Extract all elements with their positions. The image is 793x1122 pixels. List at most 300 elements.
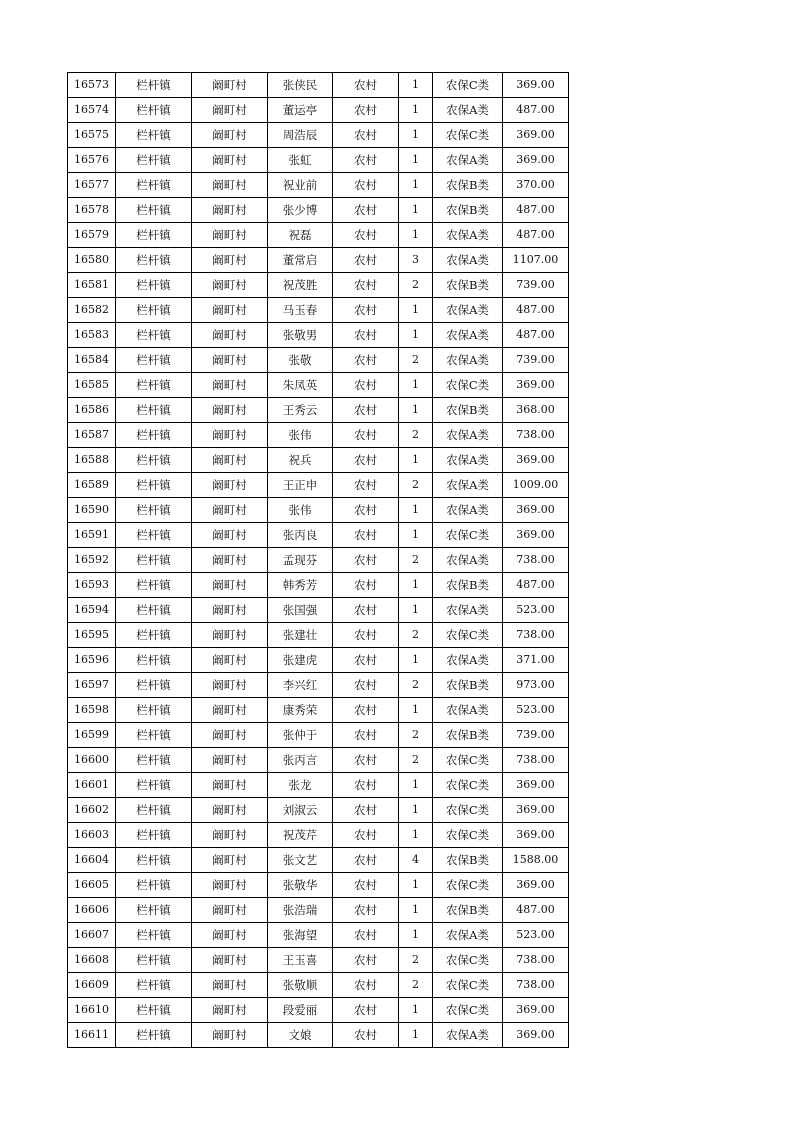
village-cell: 阚町村 <box>192 773 268 798</box>
town-cell: 栏杆镇 <box>116 673 192 698</box>
category-cell: 农保B类 <box>433 898 503 923</box>
serial-cell: 16581 <box>68 273 116 298</box>
table-row <box>68 698 569 723</box>
category-cell: 农保A类 <box>433 473 503 498</box>
amount-cell: 369.00 <box>503 823 569 848</box>
area-type-cell: 农村 <box>333 998 399 1023</box>
area-type-cell: 农村 <box>333 148 399 173</box>
serial-cell: 16607 <box>68 923 116 948</box>
amount-cell: 369.00 <box>503 73 569 98</box>
serial-cell: 16606 <box>68 898 116 923</box>
village-cell: 阚町村 <box>192 73 268 98</box>
area-type-cell: 农村 <box>333 198 399 223</box>
name-cell: 张国强 <box>268 598 333 623</box>
category-cell: 农保A类 <box>433 498 503 523</box>
amount-cell: 487.00 <box>503 198 569 223</box>
amount-cell: 369.00 <box>503 373 569 398</box>
name-cell: 张敬 <box>268 348 333 373</box>
category-cell: 农保C类 <box>433 123 503 148</box>
household-count-cell: 1 <box>399 823 433 848</box>
area-type-cell: 农村 <box>333 698 399 723</box>
table-row <box>68 623 569 648</box>
serial-cell: 16584 <box>68 348 116 373</box>
town-cell: 栏杆镇 <box>116 723 192 748</box>
table-row <box>68 473 569 498</box>
serial-cell: 16578 <box>68 198 116 223</box>
name-cell: 孟现芬 <box>268 548 333 573</box>
area-type-cell: 农村 <box>333 798 399 823</box>
town-cell: 栏杆镇 <box>116 248 192 273</box>
serial-cell: 16577 <box>68 173 116 198</box>
household-count-cell: 3 <box>399 248 433 273</box>
table-row <box>68 1023 569 1048</box>
household-count-cell: 1 <box>399 173 433 198</box>
name-cell: 张伟 <box>268 498 333 523</box>
town-cell: 栏杆镇 <box>116 823 192 848</box>
village-cell: 阚町村 <box>192 948 268 973</box>
table-row <box>68 448 569 473</box>
name-cell: 王正申 <box>268 473 333 498</box>
table-row <box>68 923 569 948</box>
village-cell: 阚町村 <box>192 273 268 298</box>
town-cell: 栏杆镇 <box>116 923 192 948</box>
serial-cell: 16598 <box>68 698 116 723</box>
area-type-cell: 农村 <box>333 648 399 673</box>
serial-cell: 16600 <box>68 748 116 773</box>
village-cell: 阚町村 <box>192 173 268 198</box>
table-row <box>68 948 569 973</box>
name-cell: 朱凤英 <box>268 373 333 398</box>
amount-cell: 369.00 <box>503 998 569 1023</box>
household-count-cell: 2 <box>399 673 433 698</box>
name-cell: 张侠民 <box>268 73 333 98</box>
town-cell: 栏杆镇 <box>116 123 192 148</box>
name-cell: 张少博 <box>268 198 333 223</box>
town-cell: 栏杆镇 <box>116 373 192 398</box>
serial-cell: 16597 <box>68 673 116 698</box>
amount-cell: 369.00 <box>503 1023 569 1048</box>
area-type-cell: 农村 <box>333 298 399 323</box>
category-cell: 农保C类 <box>433 823 503 848</box>
name-cell: 李兴红 <box>268 673 333 698</box>
household-count-cell: 1 <box>399 648 433 673</box>
town-cell: 栏杆镇 <box>116 623 192 648</box>
area-type-cell: 农村 <box>333 598 399 623</box>
table-row <box>68 498 569 523</box>
area-type-cell: 农村 <box>333 173 399 198</box>
table-row <box>68 848 569 873</box>
name-cell: 王秀云 <box>268 398 333 423</box>
town-cell: 栏杆镇 <box>116 698 192 723</box>
serial-cell: 16601 <box>68 773 116 798</box>
category-cell: 农保A类 <box>433 248 503 273</box>
name-cell: 周浩辰 <box>268 123 333 148</box>
category-cell: 农保C类 <box>433 523 503 548</box>
amount-cell: 738.00 <box>503 748 569 773</box>
household-count-cell: 1 <box>399 373 433 398</box>
serial-cell: 16596 <box>68 648 116 673</box>
table-row <box>68 523 569 548</box>
household-count-cell: 1 <box>399 798 433 823</box>
area-type-cell: 农村 <box>333 973 399 998</box>
village-cell: 阚町村 <box>192 723 268 748</box>
name-cell: 张建壮 <box>268 623 333 648</box>
table-row <box>68 248 569 273</box>
town-cell: 栏杆镇 <box>116 523 192 548</box>
household-count-cell: 1 <box>399 123 433 148</box>
village-cell: 阚町村 <box>192 373 268 398</box>
category-cell: 农保C类 <box>433 998 503 1023</box>
table-row <box>68 798 569 823</box>
name-cell: 文娘 <box>268 1023 333 1048</box>
serial-cell: 16580 <box>68 248 116 273</box>
serial-cell: 16585 <box>68 373 116 398</box>
amount-cell: 371.00 <box>503 648 569 673</box>
village-cell: 阚町村 <box>192 873 268 898</box>
category-cell: 农保A类 <box>433 323 503 348</box>
table-row <box>68 548 569 573</box>
table-row <box>68 773 569 798</box>
amount-cell: 369.00 <box>503 498 569 523</box>
name-cell: 董常启 <box>268 248 333 273</box>
village-cell: 阚町村 <box>192 598 268 623</box>
amount-cell: 487.00 <box>503 898 569 923</box>
town-cell: 栏杆镇 <box>116 573 192 598</box>
household-count-cell: 2 <box>399 348 433 373</box>
village-cell: 阚町村 <box>192 898 268 923</box>
village-cell: 阚町村 <box>192 998 268 1023</box>
amount-cell: 523.00 <box>503 923 569 948</box>
name-cell: 张敬顺 <box>268 973 333 998</box>
area-type-cell: 农村 <box>333 873 399 898</box>
household-count-cell: 1 <box>399 998 433 1023</box>
household-count-cell: 1 <box>399 498 433 523</box>
serial-cell: 16574 <box>68 98 116 123</box>
town-cell: 栏杆镇 <box>116 548 192 573</box>
category-cell: 农保B类 <box>433 173 503 198</box>
serial-cell: 16592 <box>68 548 116 573</box>
amount-cell: 368.00 <box>503 398 569 423</box>
name-cell: 张丙良 <box>268 523 333 548</box>
table-row <box>68 173 569 198</box>
household-count-cell: 1 <box>399 698 433 723</box>
category-cell: 农保C类 <box>433 973 503 998</box>
serial-cell: 16583 <box>68 323 116 348</box>
area-type-cell: 农村 <box>333 98 399 123</box>
category-cell: 农保B类 <box>433 198 503 223</box>
name-cell: 董运亭 <box>268 98 333 123</box>
table-row <box>68 648 569 673</box>
household-count-cell: 1 <box>399 573 433 598</box>
category-cell: 农保B类 <box>433 398 503 423</box>
serial-cell: 16575 <box>68 123 116 148</box>
town-cell: 栏杆镇 <box>116 273 192 298</box>
village-cell: 阚町村 <box>192 1023 268 1048</box>
category-cell: 农保A类 <box>433 298 503 323</box>
category-cell: 农保B类 <box>433 848 503 873</box>
household-count-cell: 1 <box>399 448 433 473</box>
relief-table <box>67 72 569 1048</box>
serial-cell: 16582 <box>68 298 116 323</box>
town-cell: 栏杆镇 <box>116 448 192 473</box>
name-cell: 张浩瑞 <box>268 898 333 923</box>
amount-cell: 369.00 <box>503 773 569 798</box>
category-cell: 农保B类 <box>433 723 503 748</box>
area-type-cell: 农村 <box>333 673 399 698</box>
village-cell: 阚町村 <box>192 398 268 423</box>
town-cell: 栏杆镇 <box>116 73 192 98</box>
category-cell: 农保A类 <box>433 598 503 623</box>
category-cell: 农保A类 <box>433 448 503 473</box>
amount-cell: 487.00 <box>503 573 569 598</box>
amount-cell: 369.00 <box>503 148 569 173</box>
area-type-cell: 农村 <box>333 548 399 573</box>
name-cell: 张虹 <box>268 148 333 173</box>
serial-cell: 16586 <box>68 398 116 423</box>
table-row <box>68 873 569 898</box>
serial-cell: 16603 <box>68 823 116 848</box>
name-cell: 祝兵 <box>268 448 333 473</box>
name-cell: 张仲于 <box>268 723 333 748</box>
village-cell: 阚町村 <box>192 448 268 473</box>
name-cell: 马玉春 <box>268 298 333 323</box>
village-cell: 阚町村 <box>192 198 268 223</box>
household-count-cell: 1 <box>399 598 433 623</box>
table-row <box>68 223 569 248</box>
category-cell: 农保C类 <box>433 948 503 973</box>
village-cell: 阚町村 <box>192 673 268 698</box>
village-cell: 阚町村 <box>192 148 268 173</box>
table-row <box>68 973 569 998</box>
amount-cell: 738.00 <box>503 948 569 973</box>
household-count-cell: 1 <box>399 298 433 323</box>
amount-cell: 739.00 <box>503 348 569 373</box>
amount-cell: 369.00 <box>503 873 569 898</box>
table-row <box>68 148 569 173</box>
amount-cell: 738.00 <box>503 423 569 448</box>
amount-cell: 369.00 <box>503 523 569 548</box>
category-cell: 农保A类 <box>433 423 503 448</box>
area-type-cell: 农村 <box>333 348 399 373</box>
town-cell: 栏杆镇 <box>116 298 192 323</box>
household-count-cell: 2 <box>399 623 433 648</box>
town-cell: 栏杆镇 <box>116 748 192 773</box>
household-count-cell: 1 <box>399 523 433 548</box>
area-type-cell: 农村 <box>333 448 399 473</box>
area-type-cell: 农村 <box>333 423 399 448</box>
category-cell: 农保A类 <box>433 223 503 248</box>
table-row <box>68 823 569 848</box>
category-cell: 农保A类 <box>433 1023 503 1048</box>
area-type-cell: 农村 <box>333 223 399 248</box>
area-type-cell: 农村 <box>333 273 399 298</box>
household-count-cell: 1 <box>399 898 433 923</box>
village-cell: 阚町村 <box>192 923 268 948</box>
household-count-cell: 1 <box>399 148 433 173</box>
name-cell: 王玉喜 <box>268 948 333 973</box>
town-cell: 栏杆镇 <box>116 648 192 673</box>
name-cell: 段爱丽 <box>268 998 333 1023</box>
town-cell: 栏杆镇 <box>116 998 192 1023</box>
serial-cell: 16589 <box>68 473 116 498</box>
village-cell: 阚町村 <box>192 298 268 323</box>
village-cell: 阚町村 <box>192 123 268 148</box>
table-row <box>68 98 569 123</box>
category-cell: 农保B类 <box>433 573 503 598</box>
town-cell: 栏杆镇 <box>116 498 192 523</box>
town-cell: 栏杆镇 <box>116 98 192 123</box>
household-count-cell: 1 <box>399 198 433 223</box>
name-cell: 张龙 <box>268 773 333 798</box>
town-cell: 栏杆镇 <box>116 898 192 923</box>
area-type-cell: 农村 <box>333 773 399 798</box>
name-cell: 祝业前 <box>268 173 333 198</box>
table-row <box>68 598 569 623</box>
serial-cell: 16590 <box>68 498 116 523</box>
amount-cell: 370.00 <box>503 173 569 198</box>
amount-cell: 738.00 <box>503 548 569 573</box>
category-cell: 农保C类 <box>433 373 503 398</box>
name-cell: 张建虎 <box>268 648 333 673</box>
amount-cell: 487.00 <box>503 323 569 348</box>
serial-cell: 16604 <box>68 848 116 873</box>
area-type-cell: 农村 <box>333 398 399 423</box>
household-count-cell: 4 <box>399 848 433 873</box>
table-row <box>68 573 569 598</box>
household-count-cell: 2 <box>399 973 433 998</box>
household-count-cell: 2 <box>399 748 433 773</box>
town-cell: 栏杆镇 <box>116 948 192 973</box>
town-cell: 栏杆镇 <box>116 973 192 998</box>
table-body <box>68 73 569 1048</box>
household-count-cell: 1 <box>399 73 433 98</box>
village-cell: 阚町村 <box>192 973 268 998</box>
household-count-cell: 2 <box>399 548 433 573</box>
name-cell: 张海望 <box>268 923 333 948</box>
table-row <box>68 73 569 98</box>
village-cell: 阚町村 <box>192 623 268 648</box>
village-cell: 阚町村 <box>192 573 268 598</box>
serial-cell: 16573 <box>68 73 116 98</box>
area-type-cell: 农村 <box>333 848 399 873</box>
area-type-cell: 农村 <box>333 723 399 748</box>
household-count-cell: 1 <box>399 223 433 248</box>
table-row <box>68 348 569 373</box>
town-cell: 栏杆镇 <box>116 598 192 623</box>
village-cell: 阚町村 <box>192 498 268 523</box>
category-cell: 农保A类 <box>433 348 503 373</box>
household-count-cell: 1 <box>399 323 433 348</box>
town-cell: 栏杆镇 <box>116 148 192 173</box>
table-row <box>68 298 569 323</box>
category-cell: 农保C类 <box>433 873 503 898</box>
category-cell: 农保A类 <box>433 148 503 173</box>
amount-cell: 738.00 <box>503 973 569 998</box>
village-cell: 阚町村 <box>192 473 268 498</box>
serial-cell: 16605 <box>68 873 116 898</box>
area-type-cell: 农村 <box>333 323 399 348</box>
table-row <box>68 398 569 423</box>
category-cell: 农保A类 <box>433 548 503 573</box>
table-row <box>68 198 569 223</box>
village-cell: 阚町村 <box>192 748 268 773</box>
town-cell: 栏杆镇 <box>116 473 192 498</box>
serial-cell: 16608 <box>68 948 116 973</box>
area-type-cell: 农村 <box>333 623 399 648</box>
table-row <box>68 323 569 348</box>
village-cell: 阚町村 <box>192 548 268 573</box>
village-cell: 阚町村 <box>192 523 268 548</box>
serial-cell: 16599 <box>68 723 116 748</box>
category-cell: 农保A类 <box>433 698 503 723</box>
serial-cell: 16579 <box>68 223 116 248</box>
name-cell: 张敬男 <box>268 323 333 348</box>
household-count-cell: 2 <box>399 723 433 748</box>
household-count-cell: 2 <box>399 473 433 498</box>
village-cell: 阚町村 <box>192 823 268 848</box>
table-row <box>68 423 569 448</box>
town-cell: 栏杆镇 <box>116 798 192 823</box>
town-cell: 栏杆镇 <box>116 223 192 248</box>
area-type-cell: 农村 <box>333 948 399 973</box>
area-type-cell: 农村 <box>333 923 399 948</box>
category-cell: 农保A类 <box>433 98 503 123</box>
name-cell: 张丙言 <box>268 748 333 773</box>
area-type-cell: 农村 <box>333 473 399 498</box>
town-cell: 栏杆镇 <box>116 873 192 898</box>
area-type-cell: 农村 <box>333 73 399 98</box>
village-cell: 阚町村 <box>192 98 268 123</box>
household-count-cell: 1 <box>399 873 433 898</box>
serial-cell: 16591 <box>68 523 116 548</box>
name-cell: 韩秀芳 <box>268 573 333 598</box>
name-cell: 张敬华 <box>268 873 333 898</box>
amount-cell: 523.00 <box>503 698 569 723</box>
village-cell: 阚町村 <box>192 323 268 348</box>
village-cell: 阚町村 <box>192 223 268 248</box>
category-cell: 农保C类 <box>433 623 503 648</box>
amount-cell: 738.00 <box>503 623 569 648</box>
name-cell: 康秀荣 <box>268 698 333 723</box>
category-cell: 农保C类 <box>433 748 503 773</box>
village-cell: 阚町村 <box>192 698 268 723</box>
amount-cell: 487.00 <box>503 223 569 248</box>
table-row <box>68 373 569 398</box>
town-cell: 栏杆镇 <box>116 423 192 448</box>
amount-cell: 1009.00 <box>503 473 569 498</box>
amount-cell: 523.00 <box>503 598 569 623</box>
table-row <box>68 748 569 773</box>
town-cell: 栏杆镇 <box>116 323 192 348</box>
amount-cell: 487.00 <box>503 298 569 323</box>
category-cell: 农保B类 <box>433 273 503 298</box>
village-cell: 阚町村 <box>192 348 268 373</box>
table-row <box>68 273 569 298</box>
town-cell: 栏杆镇 <box>116 348 192 373</box>
category-cell: 农保B类 <box>433 673 503 698</box>
area-type-cell: 农村 <box>333 573 399 598</box>
name-cell: 张文艺 <box>268 848 333 873</box>
household-count-cell: 2 <box>399 948 433 973</box>
town-cell: 栏杆镇 <box>116 398 192 423</box>
town-cell: 栏杆镇 <box>116 848 192 873</box>
amount-cell: 369.00 <box>503 123 569 148</box>
town-cell: 栏杆镇 <box>116 1023 192 1048</box>
data-sheet <box>67 72 569 1048</box>
name-cell: 祝茂胜 <box>268 273 333 298</box>
amount-cell: 1107.00 <box>503 248 569 273</box>
village-cell: 阚町村 <box>192 798 268 823</box>
